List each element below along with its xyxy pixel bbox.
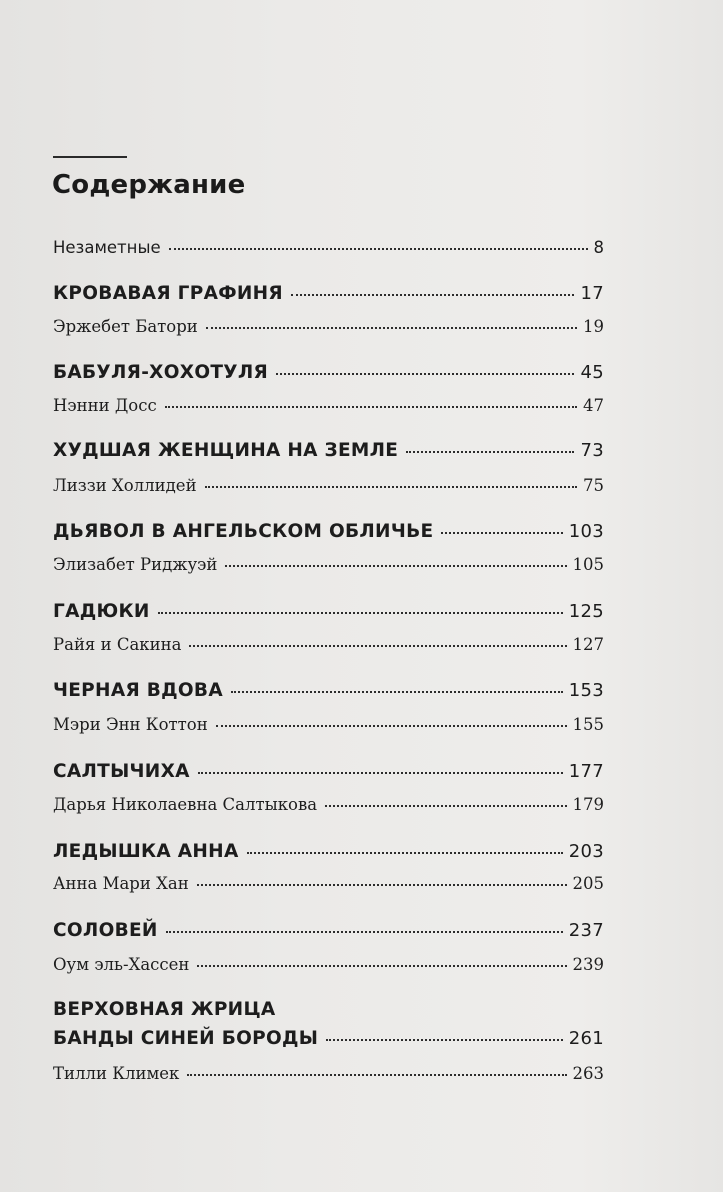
toc-entry[interactable] (53, 955, 604, 974)
dot-leader (187, 1074, 566, 1076)
toc-entry-title: Райя и Сакина (53, 635, 182, 654)
toc-section-title: КРОВАВАЯ ГРАФИНЯ (53, 283, 283, 304)
toc-entry-page: 47 (583, 396, 604, 415)
toc-section-page: 203 (568, 841, 604, 862)
toc-section[interactable] (53, 1028, 604, 1049)
dot-leader (206, 327, 577, 329)
dot-leader (291, 294, 575, 296)
toc-section-title: ДЬЯВОЛ В АНГЕЛЬСКОМ ОБЛИЧЬЕ (53, 521, 434, 542)
toc-entry-title: Незаметные (53, 238, 161, 257)
toc-section-page: 177 (568, 761, 604, 782)
toc-section-title: БАБУЛЯ-ХОХОТУЛЯ (53, 362, 269, 383)
toc-section-page: 103 (568, 521, 604, 542)
toc-entry-page: 19 (583, 317, 604, 336)
toc-entry-page: 105 (572, 555, 604, 574)
heading-rule (53, 156, 127, 158)
dot-leader (231, 691, 563, 693)
toc-entry[interactable] (53, 476, 604, 495)
toc-entry-page: 155 (572, 715, 604, 734)
toc-section-title: ГАДЮКИ (53, 601, 150, 622)
toc-section-page: 73 (580, 440, 604, 461)
toc-entry-title: Нэнни Досс (53, 396, 157, 415)
dot-leader (406, 451, 574, 453)
toc-entry[interactable] (53, 715, 604, 734)
toc-section[interactable] (53, 680, 604, 701)
toc-section[interactable] (53, 841, 604, 862)
toc-section-page: 261 (568, 1028, 604, 1049)
dot-leader (276, 373, 574, 375)
toc-section[interactable] (53, 362, 604, 383)
toc-section-title: САЛТЫЧИХА (53, 761, 190, 782)
toc-entry[interactable] (53, 795, 604, 814)
dot-leader (326, 1039, 562, 1041)
toc-section[interactable] (53, 440, 604, 461)
toc-entry-title: Лиззи Холлидей (53, 476, 197, 495)
dot-leader (197, 965, 566, 967)
toc-section-page: 45 (580, 362, 604, 383)
toc-section[interactable] (53, 283, 604, 304)
dot-leader (441, 532, 562, 534)
toc-entry-page: 239 (572, 955, 604, 974)
toc-entry-title: Оум эль-Хассен (53, 955, 190, 974)
dot-leader (189, 645, 566, 647)
toc-section-page: 153 (568, 680, 604, 701)
toc-entry-title: Дарья Николаевна Салтыкова (53, 795, 318, 814)
toc-section-title: ЛЕДЫШКА АННА (53, 841, 239, 862)
toc-section-title: БАНДЫ СИНЕЙ БОРОДЫ (53, 1028, 319, 1049)
toc-entry-page: 179 (572, 795, 604, 814)
dot-leader (198, 772, 563, 774)
dot-leader (325, 805, 566, 807)
toc-section-title-line1: ВЕРХОВНАЯ ЖРИЦА (53, 999, 276, 1020)
dot-leader (197, 884, 567, 886)
toc-entry[interactable] (53, 555, 604, 574)
dot-leader (166, 931, 563, 933)
toc-entry-title: Элизабет Риджуэй (53, 555, 218, 574)
toc-section-page: 237 (568, 920, 604, 941)
toc-entry-page: 8 (593, 238, 604, 257)
toc-entry-page: 127 (572, 635, 604, 654)
dot-leader (205, 486, 577, 488)
dot-leader (247, 852, 563, 854)
dot-leader (225, 565, 566, 567)
toc-entry-title: Мэри Энн Коттон (53, 715, 208, 734)
toc-section[interactable] (53, 521, 604, 542)
toc-entry-title: Тилли Климек (53, 1064, 180, 1083)
toc-entry-title: Эржебет Батори (53, 317, 198, 336)
toc-section-title: СОЛОВЕЙ (53, 920, 158, 941)
toc-section-title: ЧЕРНАЯ ВДОВА (53, 680, 223, 701)
contents-heading: Содержание (52, 170, 246, 200)
toc-section[interactable] (53, 601, 604, 622)
toc-entry-page: 263 (572, 1064, 604, 1083)
toc-entry-page: 75 (583, 476, 604, 495)
toc-entry[interactable] (53, 874, 604, 893)
toc-entry-page: 205 (572, 874, 604, 893)
dot-leader (169, 248, 588, 250)
toc-entry[interactable] (53, 635, 604, 654)
toc-entry-title: Анна Мари Хан (53, 874, 189, 893)
toc-entry[interactable] (53, 1064, 604, 1083)
dot-leader (158, 612, 563, 614)
toc-entry[interactable] (53, 238, 604, 257)
toc-section[interactable] (53, 761, 604, 782)
toc-section-title: ХУДШАЯ ЖЕНЩИНА НА ЗЕМЛЕ (53, 440, 399, 461)
toc-entry[interactable] (53, 396, 604, 415)
toc-section-page: 17 (580, 283, 604, 304)
toc-entry[interactable] (53, 317, 604, 336)
toc-section-page: 125 (568, 601, 604, 622)
dot-leader (216, 725, 567, 727)
dot-leader (165, 406, 577, 408)
toc-section[interactable] (53, 920, 604, 941)
